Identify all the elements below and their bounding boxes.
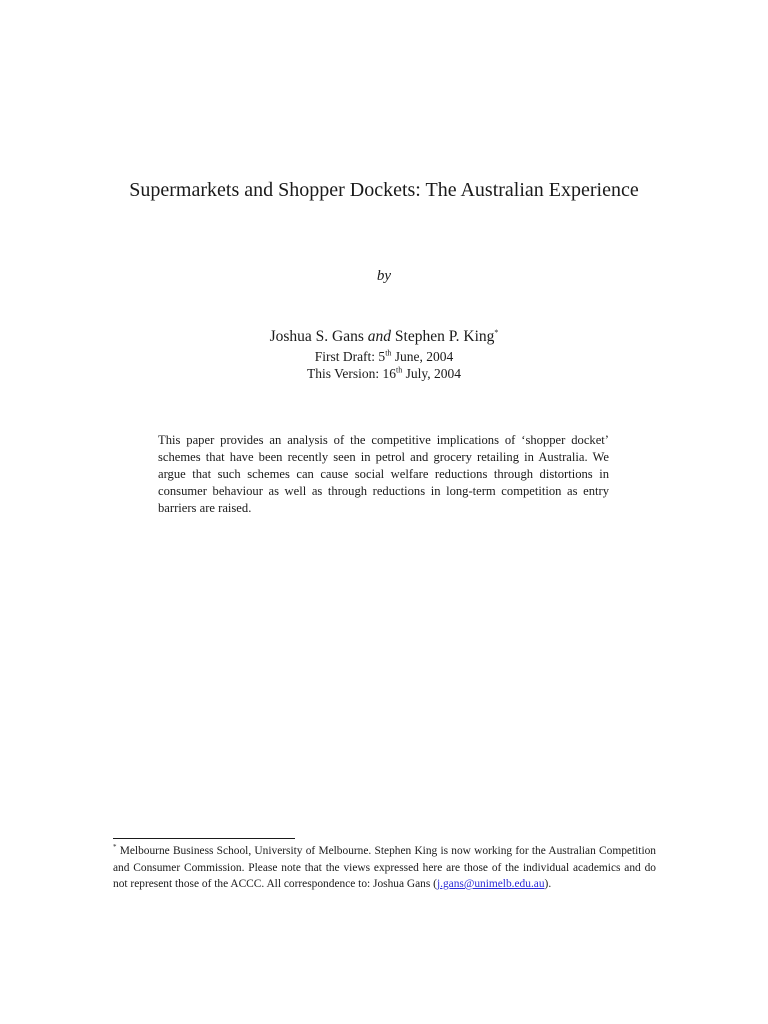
this-version-suffix: July, 2004: [402, 366, 461, 381]
author-line: [0, 328, 768, 346]
email-link[interactable]: j.gans@unimelb.edu.au: [436, 878, 545, 890]
author-footnote-marker: *: [494, 327, 499, 337]
author-conjunction: and: [367, 328, 392, 345]
abstract: This paper provides an analysis of the competitive implications of ‘shopper docket’ schemes that have been recently seen in petrol and grocery retailing in Australia. We argue that such schemes can cause social welfare reductions through distortions in consumer behaviour as well as through reductions in long-term competition as entry barriers are raised.: [158, 433, 609, 515]
paper-title: Supermarkets and Shopper Dockets: The Australian Experience: [129, 179, 639, 201]
footnote: [113, 843, 656, 893]
first-draft-ordinal: th: [385, 348, 392, 358]
this-version-ordinal: th: [396, 365, 403, 375]
first-draft-date: [0, 348, 768, 365]
this-version-prefix: This Version: 16: [306, 366, 396, 381]
footnote-marker: *: [113, 843, 117, 852]
footnote-text: Melbourne Business School, University of Melbourne. Stephen King is now working for the Australian Competition and Consumer Commission. Please note that the views expressed here are those of the individual academics and do not represent those of the ACCC. All correspondence to: Joshua Gans (: [113, 845, 656, 890]
footnote-closing: ).: [544, 878, 552, 890]
author-first: Joshua S. Gans: [269, 328, 364, 345]
first-draft-suffix: June, 2004: [391, 349, 454, 364]
footnote-divider: [113, 838, 295, 839]
this-version-date: [0, 365, 768, 382]
first-draft-prefix: First Draft: 5: [314, 349, 386, 364]
author-second: Stephen P. King: [394, 328, 495, 345]
by-label: by: [376, 268, 392, 284]
date-block: [0, 348, 768, 382]
